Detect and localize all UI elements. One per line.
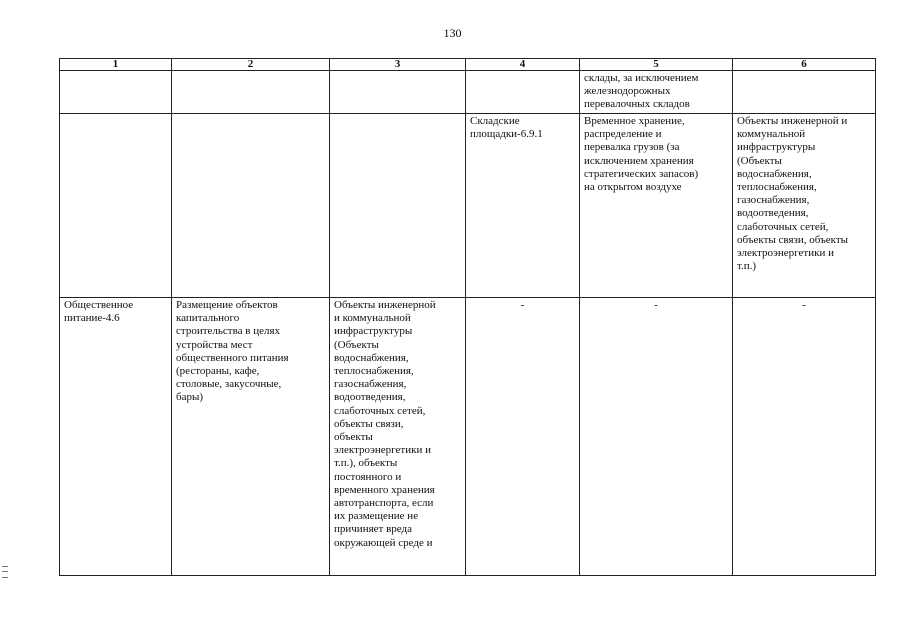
regulations-table (59, 58, 876, 576)
empty-dash: - (520, 299, 525, 311)
table-cell (580, 71, 733, 114)
cell-text: Объекты инженерной и коммунальной инфраструктуры (Объекты водоснабжения, теплоснабжения, газоснабжения, водоотведения, слаботочных сетей, объекты связи, объекты электроэнергетики и т.п.), объекты постоянного и временного хранения автотранспорта, если их размещение не причиняет вреда окружающей среде и (334, 299, 436, 549)
cell-text: Объекты инженерной и коммунальной инфраструктуры (Объекты водоснабжения, теплоснабжения, газоснабжения, водоотведения, слаботочных сетей, объекты связи, объекты электроэнергетики и т.п.) (737, 115, 849, 273)
table-cell (466, 71, 580, 114)
table-row (60, 114, 876, 298)
cell-text: Складские площадки-6.9.1 (470, 115, 543, 141)
table-cell (466, 298, 580, 576)
scan-margin-mark (2, 566, 8, 578)
table-header-row (60, 59, 876, 71)
empty-dash: - (654, 299, 658, 311)
table-cell (60, 114, 172, 298)
page-number: 130 (443, 26, 462, 40)
column-header-4: 4 (466, 59, 580, 71)
table-cell (580, 298, 733, 576)
table-cell (330, 114, 466, 298)
cell-text: склады, за исключением железнодорожных перевалочных складов (584, 72, 699, 111)
column-header-3: 3 (330, 59, 466, 71)
table-cell (733, 298, 876, 576)
table-cell (330, 71, 466, 114)
table-cell (466, 114, 580, 298)
cell-text: Размещение объектов капитального строительства в целях устройства мест общественного питания (рестораны, кафе, столовые, закусочные, бары) (176, 299, 289, 404)
table-cell (330, 298, 466, 576)
table-row (60, 71, 876, 114)
cell-text: Временное хранение, распределение и перевалка грузов (за исключением хранения стратегических запасов) на открытом воздухе (584, 115, 699, 194)
column-header-5: 5 (580, 59, 733, 71)
empty-dash: - (802, 299, 806, 311)
table-cell (733, 114, 876, 298)
table-cell (172, 71, 330, 114)
table-cell (733, 71, 876, 114)
table-cell (172, 298, 330, 576)
table-cell (60, 298, 172, 576)
table-cell (580, 114, 733, 298)
table-row (60, 298, 876, 576)
column-header-6: 6 (733, 59, 876, 71)
cell-text: Общественное питание-4.6 (64, 299, 134, 325)
column-header-2: 2 (172, 59, 330, 71)
table-cell (172, 114, 330, 298)
table-cell (60, 71, 172, 114)
column-header-1: 1 (60, 59, 172, 71)
